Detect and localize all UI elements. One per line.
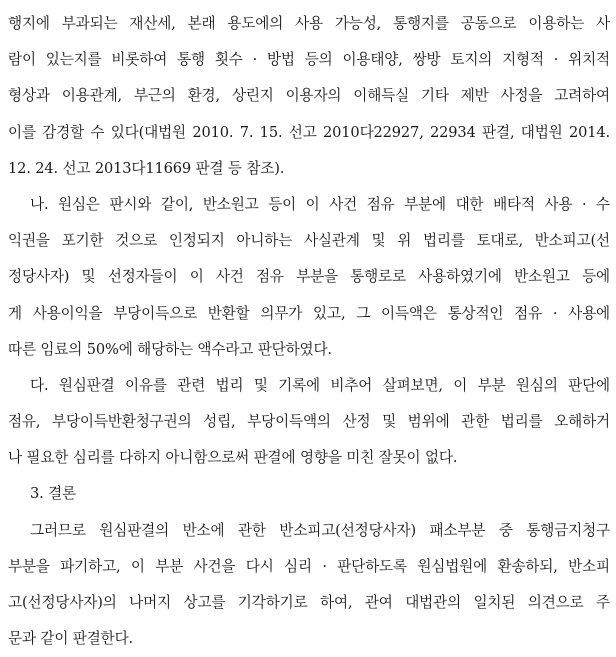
section-heading: 3. 결론: [30, 485, 77, 503]
text-line: 람이 있는지를 비롯하여 통행 횟수 · 방법 등의 이용태양, 쌍방 토지의 지형적 · 위치적: [8, 51, 610, 69]
text-line: 나 필요한 심리를 다하지 아니함으로써 판결에 영향을 미친 잘못이 없다.: [8, 449, 458, 467]
text-line: 점유, 부당이득반환청구권의 성립, 부당이득액의 산정 및 범위에 관한 법리를 오해하거: [8, 413, 610, 431]
text-line: 게 사용이익을 부당이득으로 반환할 의무가 있고, 그 이득액은 통상적인 점유 · 사용에: [8, 304, 610, 322]
text-line: 이를 감경할 수 있다(대법원 2010. 7. 15. 선고 2010다22927, 22934 판결, 대법원 2014.: [8, 123, 610, 141]
text-line: 문과 같이 판결한다.: [8, 630, 134, 648]
text-line: 12. 24. 선고 2013다11669 판결 등 참조).: [8, 159, 285, 177]
text-line: 따른 임료의 50%에 해당하는 액수라고 판단하였다.: [8, 340, 332, 358]
text-line: 형상과 이용관계, 부근의 환경, 상린지 이용자의 이해득실 기타 제반 사정을 고려하여: [8, 87, 610, 105]
text-line: 익권을 포기한 것으로 인정되지 아니하는 사실관계 및 위 법리를 토대로, 반소피고(선: [8, 232, 610, 250]
paragraph-start-line: 나. 원심은 판시와 같이, 반소원고 등이 이 사건 점유 부분에 대한 배타적 사용 · 수: [30, 195, 610, 213]
paragraph-start-line: 그러므로 원심판결의 반소에 관한 반소피고(선정당사자) 패소부분 중 통행금지청구: [30, 521, 610, 539]
paragraph-start-line: 다. 원심판결 이유를 관련 법리 및 기록에 비추어 살펴보면, 이 부분 원심의 판단에: [30, 376, 610, 394]
text-line: 정당사자) 및 선정자들이 이 사건 점유 부분을 통행로로 사용하였기에 반소원고 등에: [8, 268, 610, 286]
text-line: 고(선정당사자)의 나머지 상고를 기각하기로 하여, 관여 대법관의 일치된 의견으로 주: [8, 594, 610, 611]
text-line: 부분을 파기하고, 이 부분 사건을 다시 심리 · 판단하도록 원심법원에 환송하되, 반소피: [8, 557, 610, 575]
text-line: 행지에 부과되는 재산세, 본래 용도에의 사용 가능성, 통행지를 공동으로 이용하는 사: [8, 15, 610, 32]
